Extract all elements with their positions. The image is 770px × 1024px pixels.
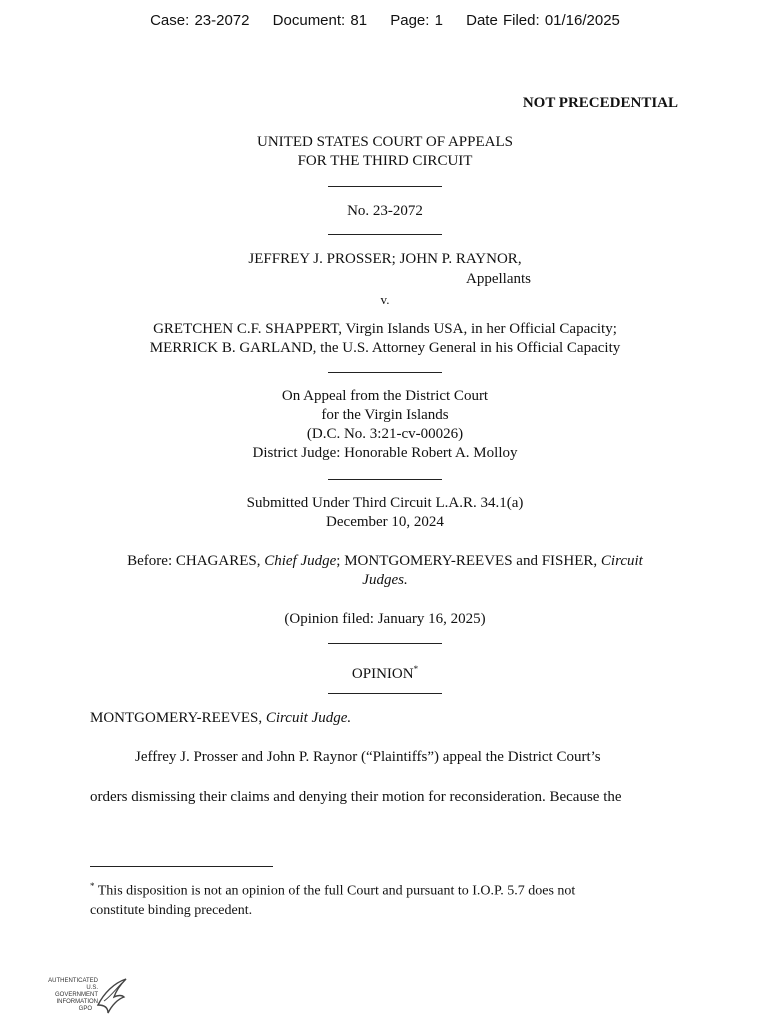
appellee-line1: GRETCHEN C.F. SHAPPERT, Virgin Islands USA, in her Official Capacity;: [153, 321, 617, 337]
before-middle: ; MONTGOMERY-REEVES and FISHER,: [336, 553, 601, 569]
gpo-authentication-logo: [44, 975, 134, 1019]
divider: [328, 234, 442, 235]
opinion-title: OPINION: [351, 666, 414, 682]
logo-line2: U.S. GOVERNMENT: [54, 985, 98, 998]
divider: [328, 643, 442, 644]
document-number: Document: 81: [272, 12, 368, 29]
appellee-line2: MERRICK B. GARLAND, the U.S. Attorney General in his Official Capacity: [149, 340, 621, 356]
logo-line4: GPO: [78, 1006, 92, 1012]
appeal-line4: District Judge: Honorable Robert A. Molloy: [252, 445, 518, 461]
panel-judges: [0, 552, 770, 590]
body-line2: orders dismissing their claims and denying their motion for reconsideration. Because the: [90, 789, 622, 805]
appeal-info: [0, 387, 770, 463]
logo-line3: INFORMATION: [56, 999, 98, 1005]
not-precedential-label: NOT PRECEDENTIAL: [522, 95, 678, 111]
appeal-line3: (D.C. No. 3:21-cv-00026): [306, 426, 464, 442]
page-number: Page: 1: [390, 12, 443, 29]
author-name: MONTGOMERY-REEVES,: [90, 710, 266, 726]
submitted-line1: Submitted Under Third Circuit L.A.R. 34.1(a): [246, 495, 524, 511]
date-filed: Date Filed: 01/16/2025: [466, 12, 620, 29]
appellants-label: Appellants: [466, 271, 531, 287]
divider: [328, 186, 442, 187]
opinion-filed: (Opinion filed: January 16, 2025): [284, 611, 486, 627]
appellees: [0, 320, 770, 358]
judges-title: Judges.: [362, 572, 408, 588]
submitted-info: [0, 494, 770, 532]
appeal-line1: On Appeal from the District Court: [281, 388, 489, 404]
footnote-line2: constitute binding precedent.: [90, 902, 253, 918]
eagle-icon: [94, 975, 130, 1017]
court-name-line1: UNITED STATES COURT OF APPEALS: [257, 134, 513, 150]
logo-line1: AUTHENTICATED: [48, 978, 98, 984]
versus: v.: [380, 292, 390, 307]
court-name: [0, 133, 770, 171]
author-title: Circuit Judge.: [265, 710, 352, 726]
submitted-line2: December 10, 2024: [326, 514, 444, 530]
divider: [328, 372, 442, 373]
chief-judge-title: Chief Judge: [264, 553, 337, 569]
footnote: [90, 877, 690, 920]
opinion-heading: [0, 660, 770, 684]
appeal-line2: for the Virgin Islands: [321, 407, 449, 423]
footnote-mark: *: [90, 881, 95, 891]
case-number: Case: 23-2072: [150, 12, 250, 29]
court-name-line2: FOR THE THIRD CIRCUIT: [297, 153, 473, 169]
circuit-title: Circuit: [600, 553, 643, 569]
footnote-divider: [90, 866, 273, 867]
appellants-names: JEFFREY J. PROSSER; JOHN P. RAYNOR,: [248, 251, 522, 267]
before-prefix: Before: CHAGARES,: [127, 553, 265, 569]
divider: [328, 693, 442, 694]
opinion-author: [90, 709, 351, 728]
body-line1: Jeffrey J. Prosser and John P. Raynor (“Plaintiffs”) appeal the District Court’s: [135, 749, 601, 765]
docket-number: No. 23-2072: [347, 203, 423, 219]
footnote-line1: This disposition is not an opinion of the full Court and pursuant to I.O.P. 5.7 does not: [94, 883, 576, 899]
opinion-footnote-mark: *: [413, 664, 419, 674]
divider: [328, 479, 442, 480]
case-header: [0, 12, 770, 29]
